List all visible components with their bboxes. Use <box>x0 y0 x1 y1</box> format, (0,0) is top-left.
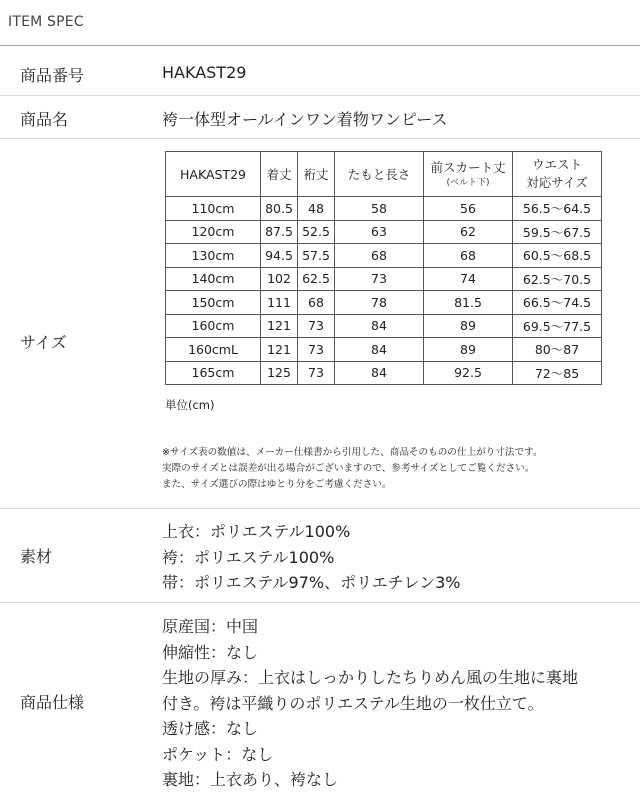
tamoto-cell: 58 <box>335 197 424 221</box>
sleeve-cell: 73 <box>298 338 335 362</box>
sleeve-cell: 73 <box>298 361 335 385</box>
tamoto-cell: 84 <box>335 338 424 362</box>
sleeve-cell: 52.5 <box>298 220 335 244</box>
size-cell: 110cm <box>166 197 261 221</box>
table-row <box>166 197 602 221</box>
table-row <box>166 244 602 268</box>
size-table-header-row <box>166 152 602 197</box>
section-title: ITEM SPEC <box>8 14 84 30</box>
waist-cell: 80〜87 <box>513 338 602 362</box>
table-row <box>166 338 602 362</box>
product-name-label: 商品名 <box>20 110 69 129</box>
row-divider <box>0 138 640 139</box>
waist-cell: 56.5〜64.5 <box>513 197 602 221</box>
sleeve-cell: 62.5 <box>298 267 335 291</box>
spec-line: 生地の厚み：上衣はしっかりしたちりめん風の生地に裏地 <box>162 668 579 687</box>
skirt-cell: 89 <box>424 338 513 362</box>
row-divider <box>0 95 640 96</box>
size-notes <box>162 445 542 493</box>
sleeve-cell: 68 <box>298 291 335 315</box>
waist-cell: 72〜85 <box>513 361 602 385</box>
row-divider <box>0 508 640 509</box>
spec-line: 原産国：中国 <box>162 617 259 636</box>
size-label: サイズ <box>20 333 67 352</box>
waist-cell: 60.5〜68.5 <box>513 244 602 268</box>
length-cell: 94.5 <box>261 244 298 268</box>
sleeve-cell: 48 <box>298 197 335 221</box>
material-line: 上衣：ポリエステル100% <box>162 522 351 541</box>
skirt-cell: 62 <box>424 220 513 244</box>
waist-cell: 59.5〜67.5 <box>513 220 602 244</box>
row-divider <box>0 602 640 603</box>
header-tamoto: たもと長さ <box>335 152 424 197</box>
length-cell: 111 <box>261 291 298 315</box>
header-divider <box>0 45 640 46</box>
spec-list <box>162 614 630 793</box>
header-skirt <box>424 152 513 197</box>
skirt-cell: 92.5 <box>424 361 513 385</box>
header-size-code: HAKAST29 <box>166 152 261 197</box>
size-cell: 160cmL <box>166 338 261 362</box>
length-cell: 102 <box>261 267 298 291</box>
material-line: 帯：ポリエステル97%、ポリエチレン3% <box>162 573 461 592</box>
length-cell: 125 <box>261 361 298 385</box>
size-cell: 160cm <box>166 314 261 338</box>
tamoto-cell: 84 <box>335 314 424 338</box>
tamoto-cell: 73 <box>335 267 424 291</box>
skirt-cell: 56 <box>424 197 513 221</box>
material-label: 素材 <box>20 547 53 566</box>
tamoto-cell: 63 <box>335 220 424 244</box>
size-cell: 130cm <box>166 244 261 268</box>
spec-line: 裏地：上衣あり、袴なし <box>162 770 339 789</box>
skirt-cell: 74 <box>424 267 513 291</box>
product-name-value: 袴一体型オールインワン着物ワンピース <box>162 110 448 129</box>
spec-line: 付き。袴は平織りのポリエステル生地の一枚仕立て。 <box>162 693 544 713</box>
table-row <box>166 267 602 291</box>
product-number-label: 商品番号 <box>20 66 85 85</box>
size-cell: 140cm <box>166 267 261 291</box>
table-row <box>166 314 602 338</box>
spec-line: 伸縮性：なし <box>162 642 259 662</box>
skirt-cell: 81.5 <box>424 291 513 315</box>
length-cell: 87.5 <box>261 220 298 244</box>
length-cell: 80.5 <box>261 197 298 221</box>
spec-line: ポケット：なし <box>162 744 274 764</box>
tamoto-cell: 84 <box>335 361 424 385</box>
waist-cell: 66.5〜74.5 <box>513 291 602 315</box>
sleeve-cell: 73 <box>298 314 335 338</box>
tamoto-cell: 68 <box>335 244 424 268</box>
size-cell: 120cm <box>166 220 261 244</box>
product-number-value: HAKAST29 <box>162 63 247 82</box>
size-note-line: 実際のサイズとは誤差が出る場合がございますので、参考サイズとしてご覧ください。 <box>162 463 535 474</box>
size-note-line: ※サイズ表の数値は、メーカー仕様書から引用した、商品そのものの仕上がり寸法です。 <box>162 447 543 458</box>
size-note-line: また、サイズ選びの際はゆとり分をご考慮ください。 <box>162 479 392 490</box>
skirt-cell: 68 <box>424 244 513 268</box>
header-skirt-sub: (ベルト下) <box>446 178 490 188</box>
length-cell: 121 <box>261 338 298 362</box>
waist-cell: 69.5〜77.5 <box>513 314 602 338</box>
header-sleeve: 裄丈 <box>298 152 335 197</box>
skirt-cell: 89 <box>424 314 513 338</box>
header-waist-line2: 対応サイズ <box>526 175 588 190</box>
material-list <box>162 519 460 596</box>
spec-label: 商品仕様 <box>20 693 85 712</box>
spec-line: 透け感：なし <box>162 719 259 738</box>
table-row <box>166 361 602 385</box>
material-line: 袴：ポリエステル100% <box>162 547 335 567</box>
table-row <box>166 220 602 244</box>
header-length: 着丈 <box>261 152 298 197</box>
unit-note: 単位(cm) <box>165 398 215 412</box>
header-waist-line1: ウエスト <box>531 157 582 172</box>
size-cell: 150cm <box>166 291 261 315</box>
table-row <box>166 291 602 315</box>
sleeve-cell: 57.5 <box>298 244 335 268</box>
tamoto-cell: 78 <box>335 291 424 315</box>
header-skirt-main: 前スカート丈 <box>430 160 506 175</box>
waist-cell: 62.5〜70.5 <box>513 267 602 291</box>
length-cell: 121 <box>261 314 298 338</box>
header-waist <box>513 152 602 197</box>
size-table <box>165 151 602 385</box>
size-cell: 165cm <box>166 361 261 385</box>
